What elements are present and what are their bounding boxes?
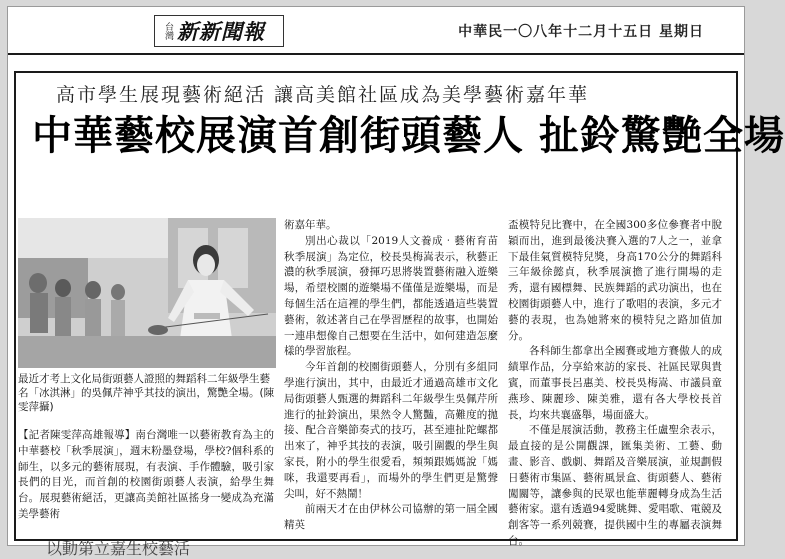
article-column-3 [508, 218, 722, 550]
paragraph: 別出心裁以「2019人文養成‧藝術育苗秋季展演」為定位，校長吳梅嵩表示，秋藝正濃的秋季展演，發揮巧思將裝置藝術融入遊樂場，希望校園的遊樂場不僅僅是遊樂場，而是每個生活在這裡的學生們，都能透過這些裝置藝術，敘述著自己在學習歷程的故事，也開始一連串想像自己想要在生活中，如何建造怎麼樣的學習旅程。 [284, 234, 498, 358]
paragraph: 各科師生都拿出全國賽或地方賽傲人的成績單作品，分享給來訪的家長、社區民眾與貴賓，而董事長呂惠美、校長吳梅嵩、市議員童燕珍、陳麗珍、陳美雅，還有各大學校長首長，均來共襄盛舉，場面盛大。 [508, 345, 722, 421]
photo-caption: 最近才考上文化局街頭藝人證照的舞蹈科二年級學生藝名「冰淇淋」的吳佩芹神乎其技的演出，驚艷全場。(陳雯萍攝) [18, 373, 275, 413]
paragraph: 盃模特兒比賽中，在全國300多位參賽者中脫穎而出，進到最後決賽入選的7人之一，並拿下最佳氣質模特兒獎，身高170公分的舞蹈科三年級徐懿貞，秋季展演擔了進行開場的走秀，還有國標舞、民族舞蹈的武功演出，也在校園街頭藝人中，進行了歌唱的表演，多元才藝的表現，也為她將來的模特兒之路加值加分。 [508, 219, 722, 342]
cropped-next-headline: 以動第立嘉生校藝活 [46, 539, 191, 558]
article-headline: 中華藝校展演首創街頭藝人 扯鈴驚艷全場 [32, 113, 785, 159]
paragraph: 術嘉年華。 [284, 219, 337, 231]
performer-photo-illustration [18, 218, 276, 368]
article-column-1 [18, 428, 274, 523]
article-photo [18, 218, 276, 368]
logo-small-text: 台灣 [163, 22, 173, 40]
article-subheadline: 高市學生展現藝術絕活 讓高美館社區成為美學藝術嘉年華 [56, 84, 590, 106]
logo-title: 新新聞報 [177, 19, 265, 44]
paragraph: 前兩天才在由伊林公司協辦的第一屆全國精英 [284, 503, 498, 532]
paragraph: 今年首創的校園街頭藝人，分別有多組同學進行演出，其中，由最近才通過高雄市文化局街頭藝人甄選的舞蹈科二年級學生吳佩芹所進行的扯鈴演出，果然令人驚豔，高難度的拋接、配合音樂節奏式的技巧，甚至連扯陀螺都出來了，神乎其技的表演，吸引圍觀的學生與家長，附小的學生很愛看，頻頻跟媽媽說「媽咪，我還要再看」，而場外的學生們更是驚聲尖叫，好不熱鬧！ [284, 361, 498, 500]
article-column-2 [284, 218, 498, 534]
masthead [8, 7, 744, 55]
paragraph: 不僅是展演活動，教務主任盧聖余表示，最直接的是公開觀課，匯集美術、工藝、動畫、影音、戲劇、舞蹈及音樂展演，並規劃假日藝術市集區、藝術風景盒、街頭藝人、藝術闖關等，讓參與的民眾也能華麗轉身成為生活藝術家。還有透過94愛眺舞、愛唱歌、電競及創客等一系列競賽，提供國中生的專屬表演舞台。 [508, 424, 722, 547]
paragraph: 【記者陳雯萍高雄報導】南台灣唯一以藝術教育為主的中華藝校「秋季展演」，週末粉墨登場，學校?個科系的師生，以多元的藝術展現，有表演、手作體驗，吸引家長們的目光，而首創的校園街頭藝人表演，給學生舞台。展現藝術絕活，更讓高美館社區搖身一變成為充滿美學藝術 [18, 429, 274, 520]
publication-date: 中華民一〇八年十二月十五日 星期日 [458, 24, 704, 40]
newspaper-logo [154, 15, 284, 47]
